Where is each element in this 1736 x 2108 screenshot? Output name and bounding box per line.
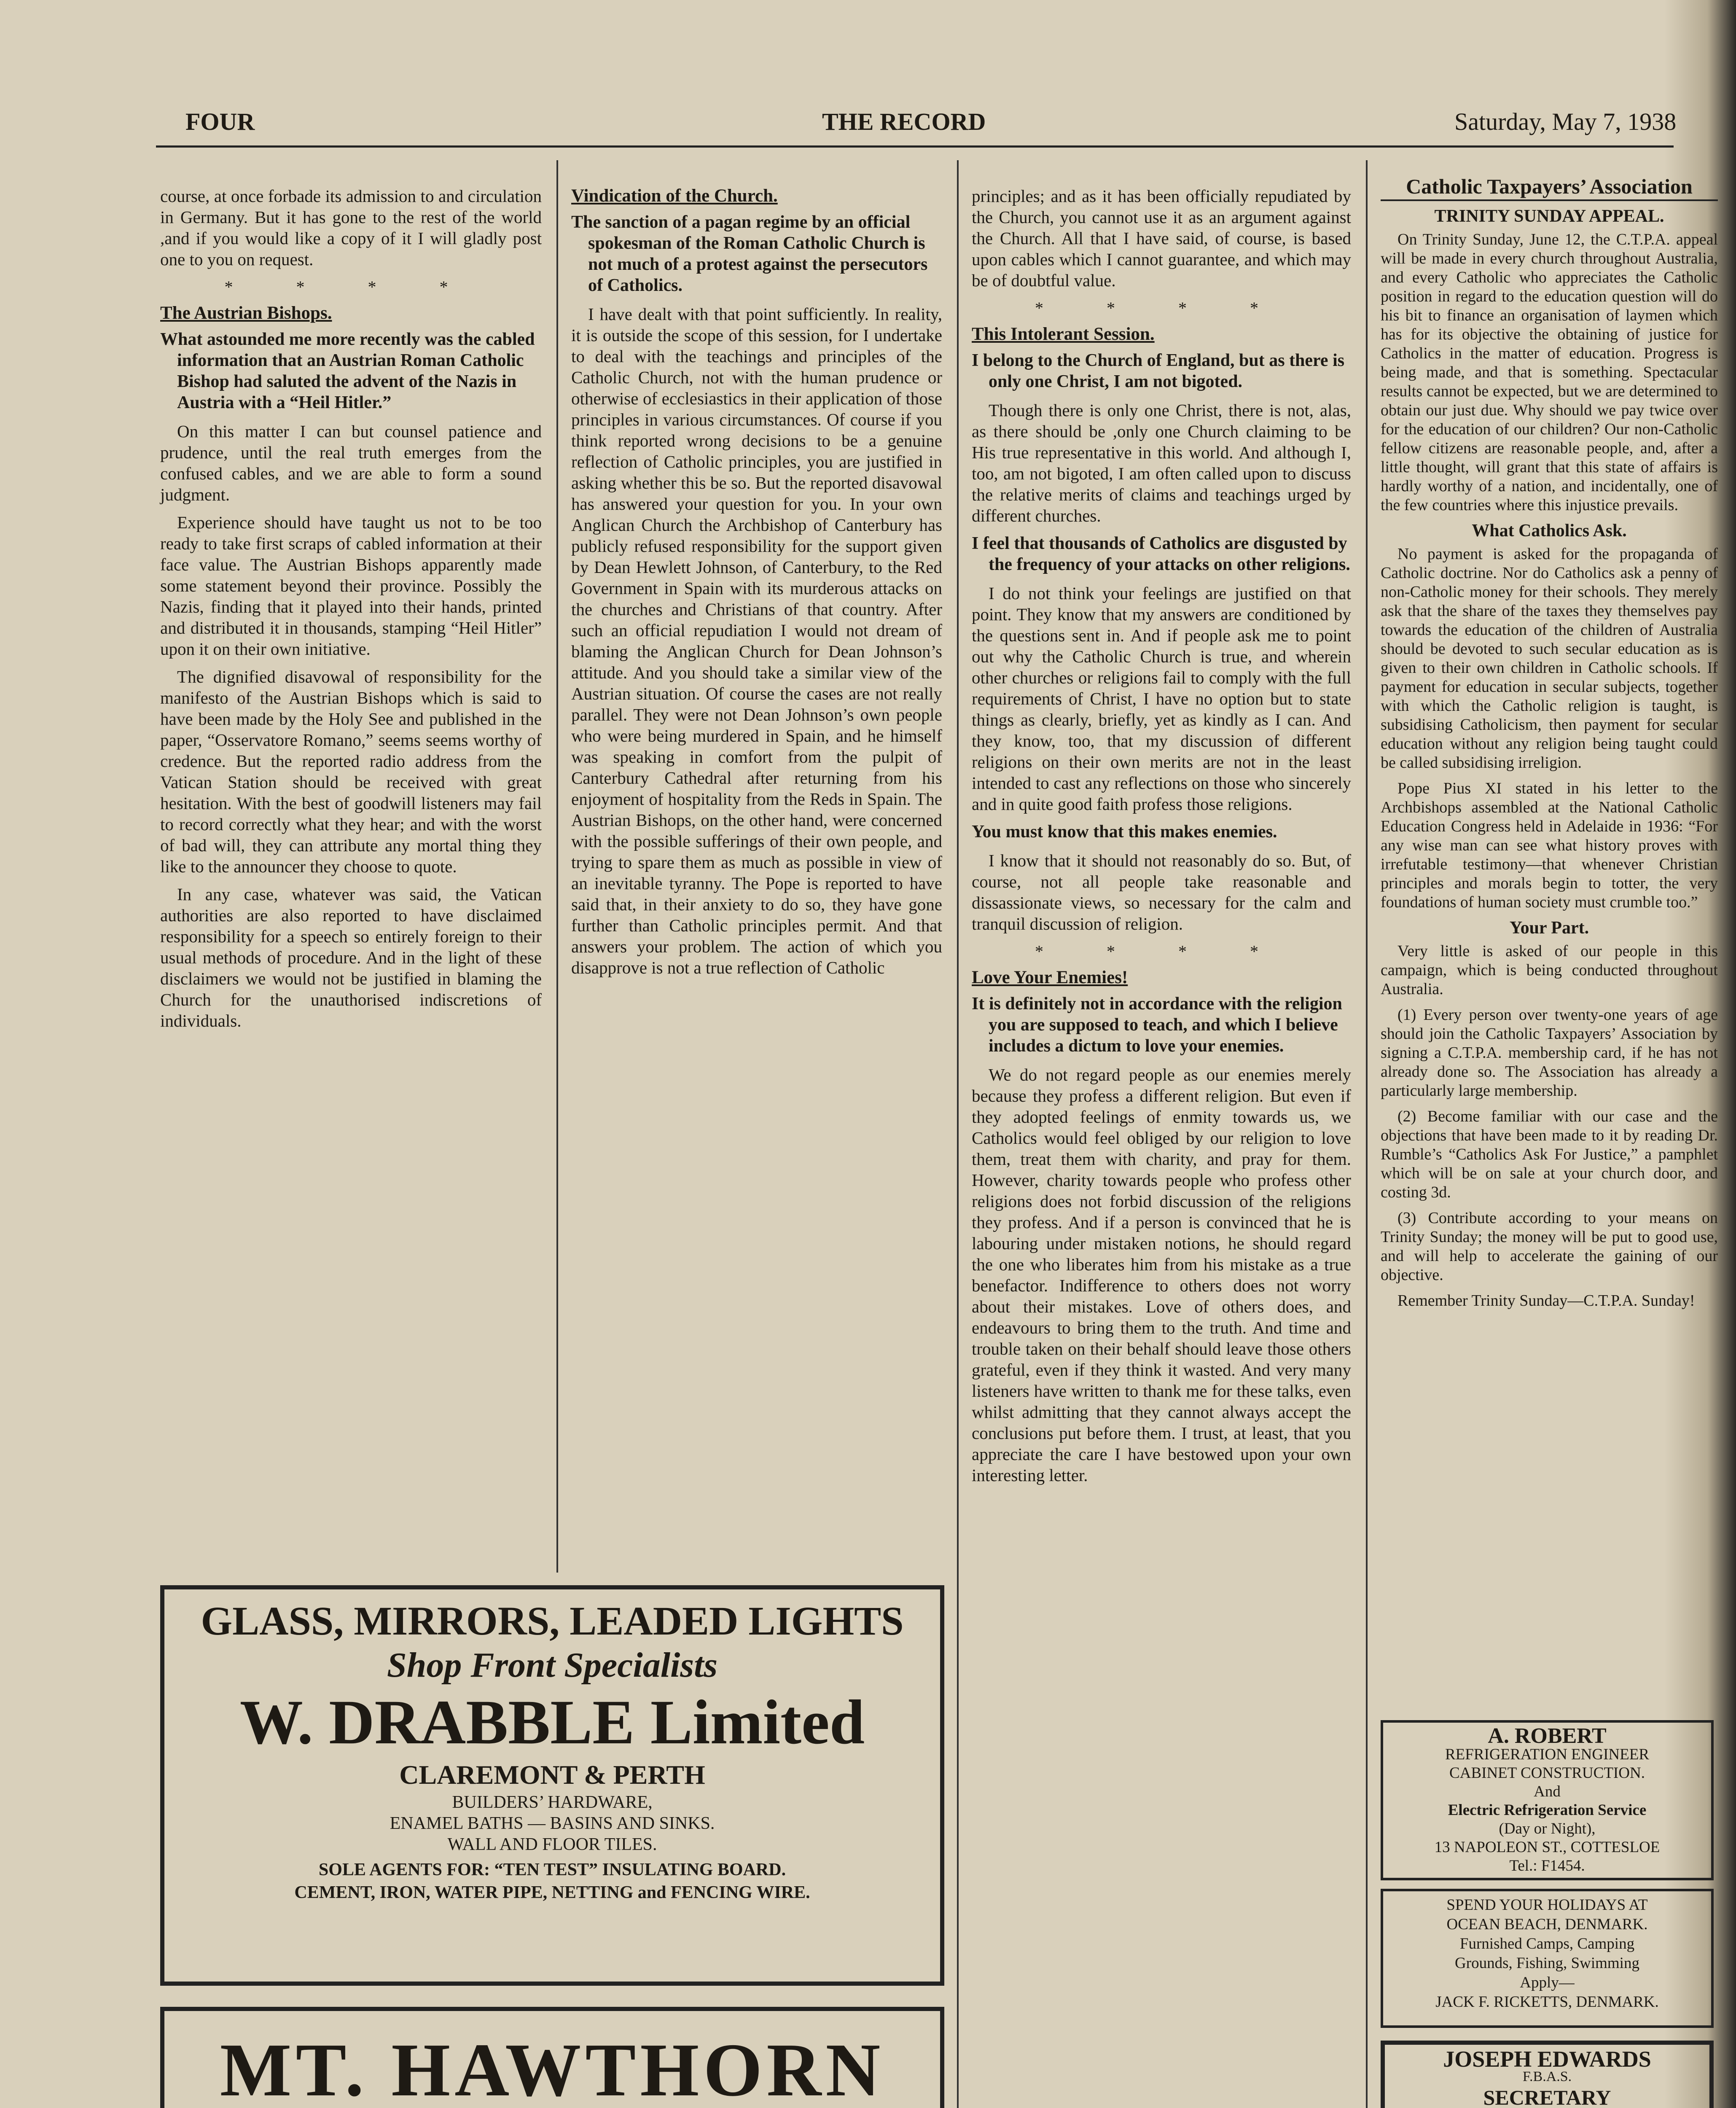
ctpa-title: Catholic Taxpayers’ Association [1381,177,1718,201]
ad-heading: W. DRABBLE Limited [239,1687,865,1757]
article-paragraph: Though there is only one Christ, there is not, alas, as there should be ,only one Church claiming to be His true representative in this world. And although I, too, am not bigoted, I am often called upon to discuss the relative merits of claims and teachings urged by different churches. [972,401,1351,525]
ctpa-paragraph: On Trinity Sunday, June 12, the C.T.P.A. appeal will be made in every church throughout Australia, and every Catholic who appreciates the Catholic position in regard to the education question will do his bit to finance an organisation of laymen which has for its objective the obtaining of justice for Catholics in the matter of education. Progress is being made, and that is something. Spectacular results cannot be expected, but we are determined to obtain our just due. Why should we pay twice over for the education of our children? Our non-Catholic fellow citizens are reasonable people, and, after a little thought, will grant that this state of affairs is hardly worthy of a nation, and incidentally, one of the few countries where this injustice prevails. [1381,231,1718,514]
article-paragraph: We do not regard people as our enemies merely because they profess a different religion. But even if they adopted feelings of enmity towards us, we Catholics would feel obliged by our religion to love them, treat them with charity, and pray for them. However, charity towards people who profess other religions does not forbid discussion of the religions they profess. And if a person is convinced that he is labouring under mistaken notions, he should regard the one who liberates him from his mistake as a true benefactor. Indifference to others does not worry about their mistakes. Love of others does, and endeavours to bring them to the truth. And time and trouble taken on their behalf should leave those others grateful, even if they think it wasted. And very many listeners have written to thank me for these talks, even whilst admitting that they cannot always accept the conclusions put before them. I trust, at least, that you appreciate the care I have bestowed upon your own interesting letter. [972,1065,1351,1485]
ad-line: SPEND YOUR HOLIDAYS AT [1446,1896,1648,1914]
ad-w-drabble [160,1585,944,1986]
masthead-title: THE RECORD [822,108,986,135]
article-paragraph: The dignified disavowal of responsibility for the manifesto of the Austrian Bishops which is said to have been made by the Holy See and published in the paper, “Osservatore Romano,” seems seems worthy of credence. But the reported radio address from the Vatican Station should be received with great hesitation. With the best of goodwill listeners may fail to record correctly what they hear; and with the worst of bad will, they can attribute any mortal thing they like to the announcer they choose to quote. [160,667,542,876]
ad-line: (Day or Night), [1499,1820,1596,1837]
ctpa-heading: Your Part. [1509,918,1589,938]
ctpa-paragraph: No payment is asked for the propaganda of Catholic doctrine. Nor do Catholics ask a penny of non-Catholic money for their schools. They merely ask that the share of the taxes they themselves pay towards the education of the children of Australia should be devoted to such secular education as is given to their own children in Catholic schools. If payment for education in secular subjects, together with which the Catholic religion is taught, is subsidising Catholicism, then payment for secular education without any religion being taught could be called subsidising irreligion. [1381,545,1718,772]
ad-line: Furnished Camps, Camping [1459,1935,1635,1952]
question-text: I belong to the Church of England, but as there is only one Christ, I am not bigoted. [972,351,1345,391]
article-paragraph: On this matter I can but counsel patience and prudence, until the real truth emerges from the confused cables, and we are able to form a sound judgment. [160,422,542,504]
ad-ocean-beach [1381,1889,1714,2028]
ad-line: OCEAN BEACH, DENMARK. [1446,1916,1648,1933]
ctpa-paragraph: (1) Every person over twenty-one years of age should join the Catholic Taxpayers’ Association by signing a C.T.P.A. membership card, if he has not already done so. The Association has already a particularly large membership. [1381,1006,1718,1100]
question-text: What astounded me more recently was the cabled information that an Austrian Roman Catholic Bishop had saluted the advent of the Nazis in Austria with a “Heil Hitler.” [160,330,535,412]
ad-joseph-edwards [1381,2041,1714,2108]
ad-line: CEMENT, IRON, WATER PIPE, NETTING and FENCING WIRE. [294,1883,810,1902]
ad-mt-hawthorn [160,2007,944,2108]
section-heading: The Austrian Bishops. [160,303,332,323]
ad-line: GLASS, MIRRORS, LEADED LIGHTS [201,1598,904,1643]
column-2 [571,186,942,985]
ad-heading: JOSEPH EDWARDS [1443,2046,1651,2072]
ad-line: CABINET CONSTRUCTION. [1449,1764,1645,1782]
ctpa-heading: What Catholics Ask. [1472,521,1627,540]
ctpa-paragraph: Pope Pius XI stated in his letter to the Archbishops assembled at the National Catholic Education Congress held in Adelaide in 1936: “For any wise man can see what history proves with irrefutable testimony—that whenever Christian principles and morals begin to totter, the very foundations of human society must crumble too.” [1381,780,1718,911]
ad-line: F.B.A.S. [1522,2069,1572,2084]
ad-line: Electric Refrigeration Service [1448,1801,1647,1819]
article-paragraph: principles; and as it has been officially repudiated by the Church, you cannot use it as an argument against the Church. All that I have said, of course, is based upon cables which I cannot guarantee, and which may be of doubtful value. [972,186,1351,290]
ctpa-paragraph: Remember Trinity Sunday—C.T.P.A. Sunday! [1397,1292,1695,1309]
ad-line: And [1534,1783,1561,1800]
ad-line: JACK F. RICKETTS, DENMARK. [1435,1993,1659,2011]
column-rule-1 [556,160,558,1573]
ad-line: ENAMEL BATHS — BASINS AND SINKS. [390,1814,715,1833]
issue-date: Saturday, May 7, 1938 [1454,108,1677,135]
ctpa-column [1381,177,1718,1317]
article-paragraph: course, at once forbade its admission to and circulation in Germany. But it has gone to the rest of the world ,and if you would like a copy of it I will gladly post one to you on request. [160,186,542,269]
column-rule-2 [957,160,959,2108]
section-separator: * * * * [224,277,478,296]
section-heading: Vindication of the Church. [571,186,778,206]
ad-line: SOLE AGENTS FOR: “TEN TEST” INSULATING BOARD. [318,1860,786,1879]
ad-line: CLAREMONT & PERTH [399,1760,705,1790]
ad-line: BUILDERS’ HARDWARE, [452,1793,653,1812]
column-rule-3 [1366,160,1368,2108]
section-heading: This Intolerant Session. [972,324,1155,344]
ad-a-robert [1381,1720,1714,1880]
question-text: I feel that thousands of Catholics are disgusted by the frequency of your attacks on other religions. [972,534,1350,574]
article-paragraph: I know that it should not reasonably do so. But, of course, not all people take reasonable and dissassionate views, so necessary for the calm and tranquil discussion of religion. [972,851,1351,933]
column-1 [160,186,542,1038]
ad-line: SECRETARY [1483,2086,1611,2108]
ad-heading: MT. HAWTHORN [220,2028,885,2108]
ctpa-paragraph: (2) Become familiar with our case and the objections that have been made to it by reading Dr. Rumble’s “Catholics Ask For Justice,” a pamphlet which will be on sale at your church door, and costing 3d. [1381,1108,1718,1201]
section-separator: * * * * [1035,298,1288,317]
ad-line: Tel.: F1454. [1509,1857,1585,1874]
ad-line: WALL AND FLOOR TILES. [447,1835,657,1854]
ad-line: 13 NAPOLEON ST., COTTESLOE [1434,1839,1660,1856]
article-paragraph: In any case, whatever was said, the Vatican authorities are also reported to have disclaimed responsibility for a speech so entirely foreign to their usual methods of procedure. And in the light of these disclaimers we would not be justified in blaming the Church for the unauthorised indiscretions of individuals. [160,885,542,1030]
ctpa-paragraph: Very little is asked of our people in this campaign, which is being conducted throughout Australia. [1381,942,1718,998]
ad-line: Shop Front Specialists [387,1646,718,1685]
question-text: You must know that this makes enemies. [972,822,1277,842]
ctpa-heading: TRINITY SUNDAY APPEAL. [1434,207,1664,226]
header-rule [156,145,1674,148]
question-text: The sanction of a pagan regime by an official spokesman of the Roman Catholic Church is not much of a protest against the persecutors of Catholics. [571,212,928,295]
page-number: FOUR [185,108,255,135]
section-heading: Love Your Enemies! [972,968,1128,987]
ad-line: REFRIGERATION ENGINEER [1445,1746,1650,1763]
ad-line: Grounds, Fishing, Swimming [1455,1955,1639,1972]
section-separator: * * * * [1035,942,1288,961]
ad-heading: A. ROBERT [1488,1724,1607,1748]
article-paragraph: I do not think your feelings are justified on that point. They know that my answers are conditioned by the questions sent in. And if people ask me to point out why the Catholic Church is true, and wherein other churches or religions fail to comply with the full requirements of Christ, I have no option but to state things as clearly, briefly, yet as kindly as I can. And they know, too, that my discussion of different religions on their own merits are not in the least intended to cast any reflections on those who sincerely and in quite good faith profess those religions. [972,583,1351,814]
ctpa-paragraph: (3) Contribute according to your means on Trinity Sunday; the money will be put to good use, and will help to accelerate the gaining of our objective. [1381,1209,1718,1284]
article-paragraph: I have dealt with that point sufficiently. In reality, it is outside the scope of this session, for I undertake to deal with the teachings and principles of the Catholic Church, not with the human prudence or otherwise of ecclesiastics in their application of those principles in various circumstances. Of course if you think reported wrong decisions to be a genuine reflection of Catholic principles, you are justified in asking whether this be so. But the reported disavowal has answered your question for you. In your own Anglican Church the Archbishop of Canterbury has publicly refused responsibility for the support given by Dean Hewlett Johnson, of Canterbury, to the Red Government in Spain with its murderous attacks on the churches and Christians of that country. After such an official repudiation I would not dream of blaming the Anglican Church for Dean Johnson’s attitude. And you should take a similar view of the Austrian situation. Of course the cases are not really parallel. They were not Dean Johnson’s own people who were being murdered in Spain, and he himself was speaking in comfort from the pulpit of Canterbury Cathedral after returning from his enjoyment of hospitality from the Reds in Spain. The Austrian Bishops, on the other hand, were concerned with the possible sufferings of their own people, and trying to spare them as much as possible in view of an inevitable tyranny. The Pope is reported to have said that, in their anxiety to do so, they have gone further than Catholic principles permit. And that answers your problem. The action of which you disapprove is not a true reflection of Catholic [571,304,942,977]
column-3 [972,186,1351,1492]
article-paragraph: Experience should have taught us not to be too ready to take first scraps of cabled information at their face value. The Austrian Bishops apparently made some statement beyond their province. Possibly the Nazis, finding that it played into their hands, printed and distributed it in thousands, stamping “Heil Hitler” upon it on their own initiative. [160,513,542,659]
question-text: It is definitely not in accordance with the religion you are supposed to teach, and which I believe includes a dictum to love your enemies. [972,994,1342,1056]
ad-line: Apply— [1520,1974,1575,1991]
